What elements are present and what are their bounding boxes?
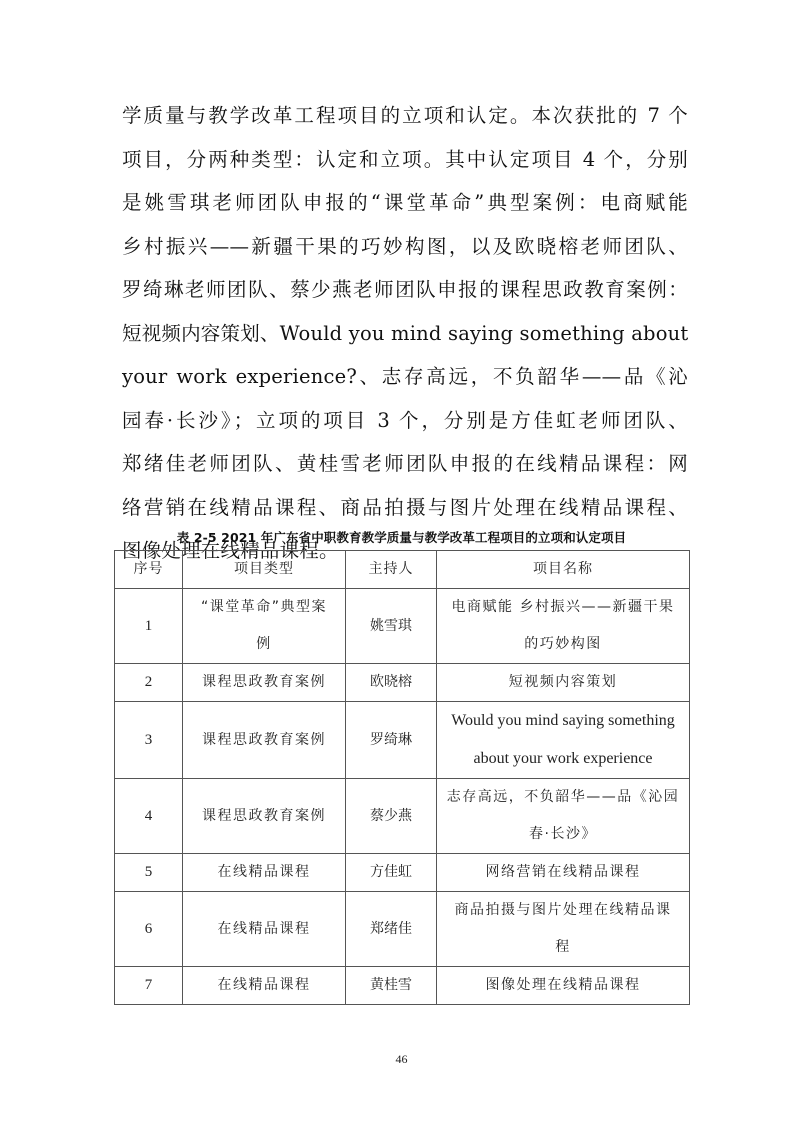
cell-line: 的巧妙构图 bbox=[524, 636, 602, 652]
paragraph-line: 乡村振兴——新疆干果的巧妙构图，以及欧晓榕老师团队、 bbox=[122, 234, 688, 258]
cell-name bbox=[437, 779, 690, 854]
paragraph-line: 学质量与教学改革工程项目的立项和认定。本次获批的 7 个 bbox=[122, 104, 688, 127]
cell-serial: 3 bbox=[115, 702, 183, 779]
cell-host: 姚雪琪 bbox=[346, 589, 437, 664]
cell-line: 志存高远，不负韶华——品《沁园 bbox=[446, 789, 680, 805]
body-paragraph bbox=[122, 94, 688, 573]
table-header-row bbox=[115, 551, 690, 589]
table-row bbox=[115, 589, 690, 664]
cell-type: 课程思政教育案例 bbox=[183, 779, 346, 854]
table-row bbox=[115, 854, 690, 892]
cell-type bbox=[183, 589, 346, 664]
cell-type: 课程思政教育案例 bbox=[183, 664, 346, 702]
cell-host: 方佳虹 bbox=[346, 854, 437, 892]
cell-serial: 1 bbox=[115, 589, 183, 664]
cell-line: 商品拍摄与图片处理在线精品课 bbox=[454, 902, 672, 918]
header-serial: 序号 bbox=[115, 551, 183, 589]
cell-name: 网络营销在线精品课程 bbox=[437, 854, 690, 892]
projects-table bbox=[114, 550, 690, 1005]
paragraph-line: 项目，分两种类型：认定和立项。其中认定项目 4 个，分别 bbox=[122, 147, 688, 171]
paragraph-line: 是姚雪琪老师团队申报的“课堂革命”典型案例：电商赋能 bbox=[122, 191, 688, 214]
cell-name: 图像处理在线精品课程 bbox=[437, 967, 690, 1005]
table-row bbox=[115, 892, 690, 967]
paragraph-line: 罗绮琳老师团队、蔡少燕老师团队申报的课程思政教育案例： bbox=[122, 278, 688, 301]
cell-host: 罗绮琳 bbox=[346, 702, 437, 779]
header-type: 项目类型 bbox=[183, 551, 346, 589]
cell-name bbox=[437, 589, 690, 664]
cell-serial: 5 bbox=[115, 854, 183, 892]
cell-serial: 4 bbox=[115, 779, 183, 854]
cell-host: 黄桂雪 bbox=[346, 967, 437, 1005]
cell-type: 在线精品课程 bbox=[183, 854, 346, 892]
cell-serial: 6 bbox=[115, 892, 183, 967]
table-caption: 表 2-5 2021 年广东省中职教育教学质量与教学改革工程项目的立项和认定项目 bbox=[176, 530, 627, 545]
paragraph-line: 短视频内容策划、Would you mind saying something about bbox=[122, 321, 689, 345]
table-row bbox=[115, 967, 690, 1005]
cell-line: 例 bbox=[256, 636, 272, 652]
paragraph-line: 郑绪佳老师团队、黄桂雪老师团队申报的在线精品课程：网 bbox=[122, 452, 688, 475]
page-number: 46 bbox=[395, 1052, 408, 1066]
paragraph-line: your work experience?、志存高远，不负韶华——品《沁 bbox=[122, 365, 688, 388]
cell-line: 电商赋能 乡村振兴——新疆干果 bbox=[451, 599, 675, 615]
cell-type: 在线精品课程 bbox=[183, 967, 346, 1005]
cell-line: 程 bbox=[555, 939, 571, 955]
table-row bbox=[115, 702, 690, 779]
paragraph-line: 络营销在线精品课程、商品拍摄与图片处理在线精品课程、 bbox=[122, 495, 688, 519]
table-row bbox=[115, 664, 690, 702]
cell-serial: 7 bbox=[115, 967, 183, 1005]
cell-serial: 2 bbox=[115, 664, 183, 702]
cell-name bbox=[437, 892, 690, 967]
header-host: 主持人 bbox=[346, 551, 437, 589]
cell-type: 课程思政教育案例 bbox=[183, 702, 346, 779]
paragraph-line: 图像处理在线精品课程。 bbox=[122, 539, 339, 562]
header-name: 项目名称 bbox=[437, 551, 690, 589]
cell-line: Would you mind saying something bbox=[451, 712, 675, 729]
cell-line: about your work experience bbox=[473, 750, 653, 767]
cell-host: 郑绪佳 bbox=[346, 892, 437, 967]
cell-name: 短视频内容策划 bbox=[437, 664, 690, 702]
table-row bbox=[115, 779, 690, 854]
paragraph-line: 园春·长沙》；立项的项目 3 个，分别是方佳虹老师团队、 bbox=[122, 408, 688, 432]
cell-line: “课堂革命”典型案 bbox=[200, 599, 327, 615]
cell-name bbox=[437, 702, 690, 779]
cell-line: 春·长沙》 bbox=[529, 826, 597, 842]
cell-host: 蔡少燕 bbox=[346, 779, 437, 854]
cell-type: 在线精品课程 bbox=[183, 892, 346, 967]
cell-host: 欧晓榕 bbox=[346, 664, 437, 702]
